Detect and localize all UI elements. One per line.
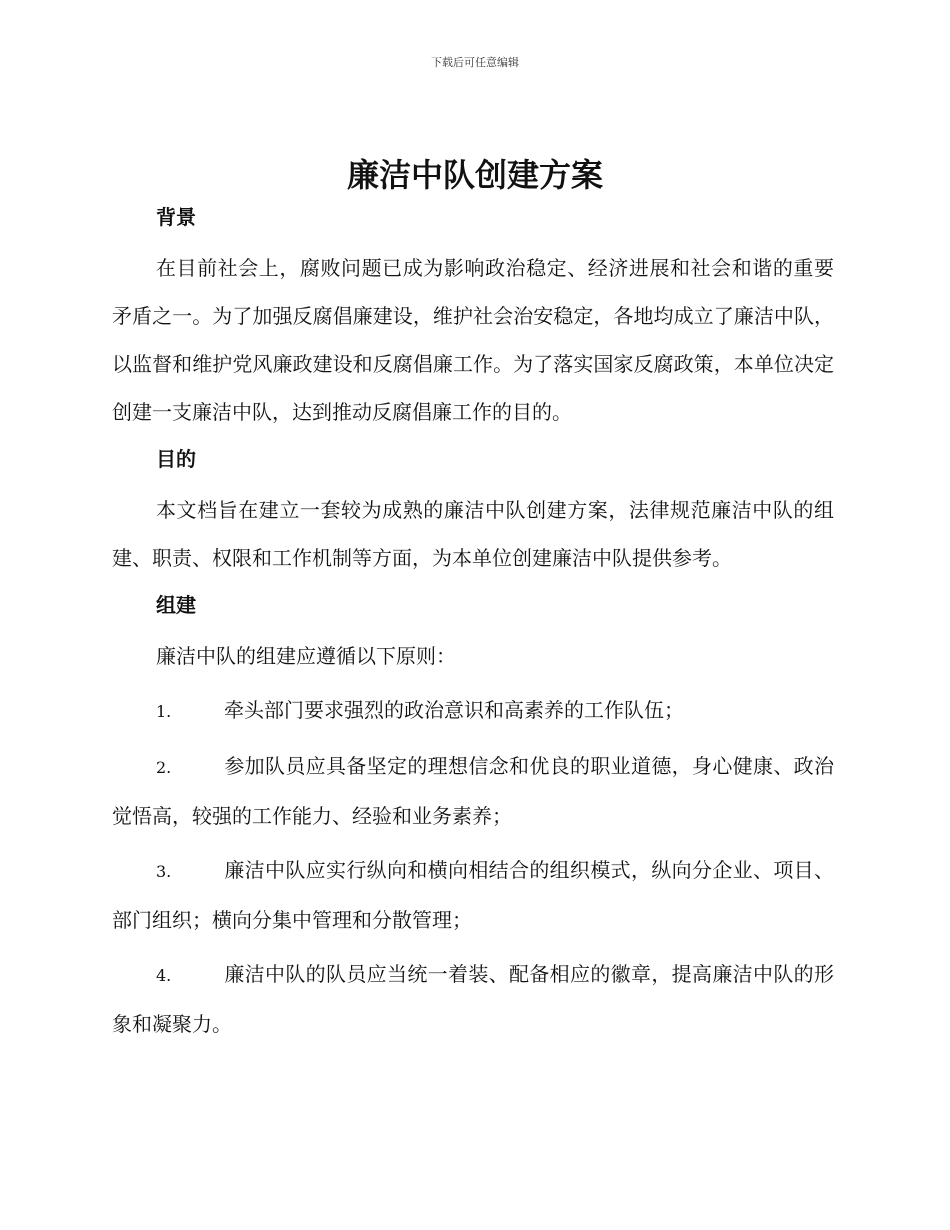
list-item <box>112 846 834 944</box>
list-text: 廉洁中队的队员应当统一着装、配备相应的徽章，提高廉洁中队的形象和凝聚力。 <box>112 962 834 1036</box>
list-number: 1. <box>156 702 172 721</box>
section-heading-background: 背景 <box>156 205 196 229</box>
background-paragraph: 在目前社会上，腐败问题已成为影响政治稳定、经济进展和社会和谐的重要矛盾之一。为了加强反腐倡廉建设，维护社会治安稳定，各地均成立了廉洁中队，以监督和维护党风廉政建设和反腐倡廉工作。为了落实国家反腐政策，本单位决定创建一支廉洁中队，达到推动反腐倡廉工作的目的。 <box>112 256 834 424</box>
formation-intro-paragraph: 廉洁中队的组建应遵循以下原则： <box>156 644 456 668</box>
section-heading-purpose: 目的 <box>156 447 196 471</box>
list-number: 3. <box>156 862 172 881</box>
document-body <box>112 200 834 1048</box>
list-number: 2. <box>156 758 172 777</box>
list-text: 牵头部门要求强烈的政治意识和高素养的工作队伍； <box>224 698 684 722</box>
list-number: 4. <box>156 966 172 985</box>
list-text: 参加队员应具备坚定的理想信念和优良的职业道德，身心健康、政治觉悟高，较强的工作能力、经验和业务素养； <box>112 754 834 828</box>
list-text: 廉洁中队应实行纵向和横向相结合的组织模式，纵向分企业、项目、部门组织；横向分集中管理和分散管理； <box>112 858 834 932</box>
list-item <box>112 686 834 736</box>
document-title: 廉洁中队创建方案 <box>346 156 603 194</box>
purpose-paragraph: 本文档旨在建立一套较为成熟的廉洁中队创建方案，法律规范廉洁中队的组建、职责、权限和工作机制等方面，为本单位创建廉洁中队提供参考。 <box>112 498 834 570</box>
list-item <box>112 742 834 840</box>
page-header-note: 下载后可任意编辑 <box>431 56 519 69</box>
section-heading-formation: 组建 <box>156 593 196 617</box>
list-item <box>112 950 834 1048</box>
